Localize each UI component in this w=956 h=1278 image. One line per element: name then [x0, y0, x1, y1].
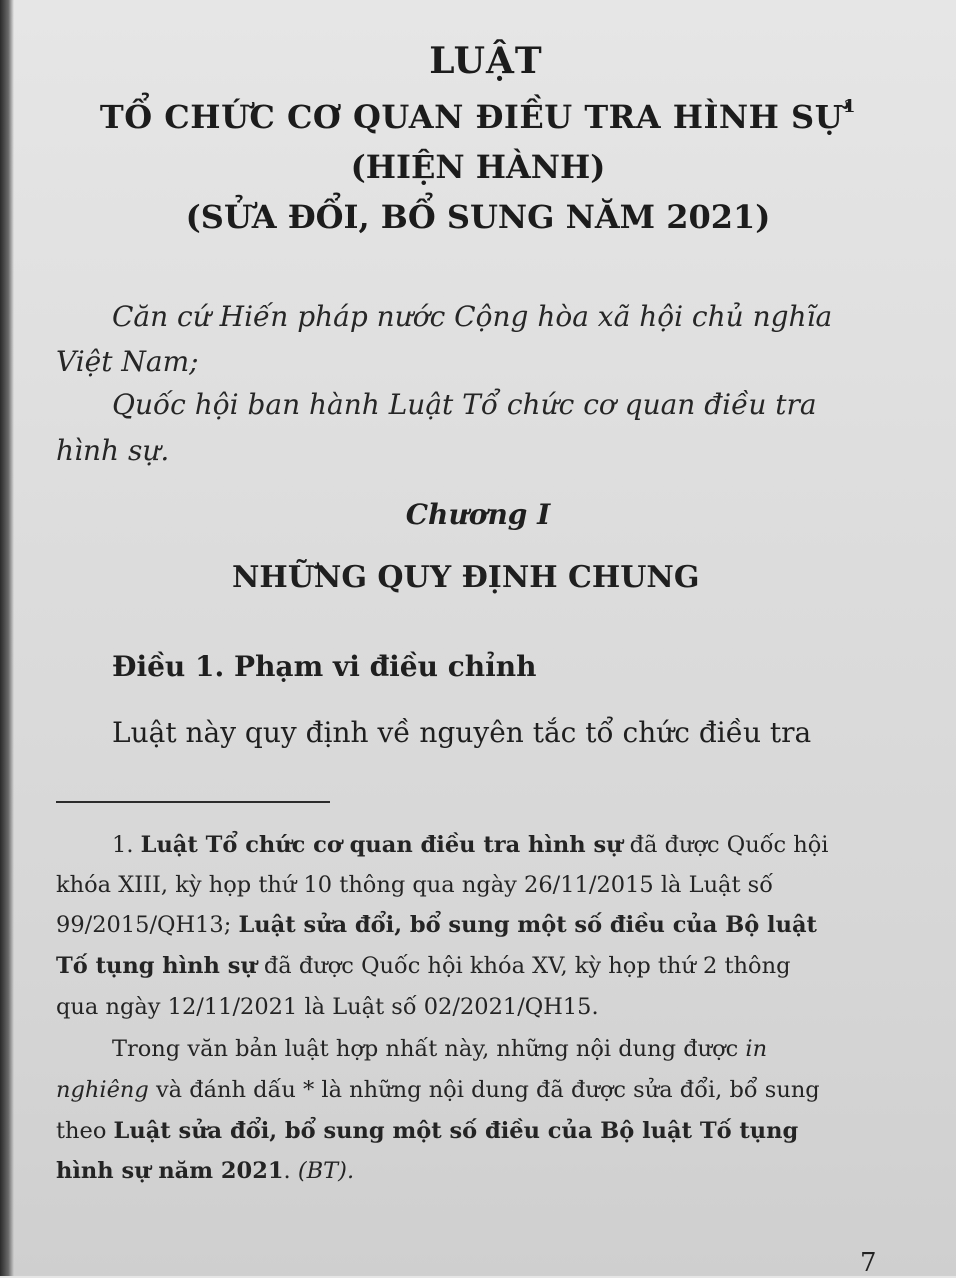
footnote-bold: Luật sửa đổi, bổ sung một số điều của Bộ luật [238, 912, 817, 938]
footnote-marker: 1 [843, 96, 857, 117]
article-body-line: Luật này quy định về nguyên tắc tổ chức điều tra [112, 716, 812, 749]
footnote-italic: (BT). [297, 1158, 355, 1184]
footnote-text: 1. [112, 832, 141, 858]
footnote-separator [56, 801, 330, 803]
footnote-line: qua ngày 12/11/2021 là Luật số 02/2021/QH15. [56, 994, 599, 1020]
footnote-line [56, 1077, 820, 1103]
page-edge-shadow [0, 0, 14, 1276]
footnote-line [112, 1036, 767, 1062]
footnote-line [56, 1118, 798, 1144]
footnote-text: Trong văn bản luật hợp nhất này, những nội dung được [112, 1036, 746, 1062]
article-heading: Điều 1. Phạm vi điều chỉnh [112, 650, 537, 683]
footnote-text: 99/2015/QH13; [56, 912, 239, 938]
preamble-line: hình sự. [56, 434, 170, 467]
footnote-text: và đánh dấu * là những nội dung đã được sửa đổi, bổ sung [148, 1077, 820, 1103]
footnote-bold: hình sự năm 2021 [56, 1158, 284, 1184]
preamble-line: Việt Nam; [56, 345, 199, 378]
footnote-bold: Luật Tổ chức cơ quan điều tra hình sự [140, 832, 623, 858]
footnote-text: . [283, 1158, 298, 1184]
footnote-line [56, 912, 817, 938]
footnote-line [56, 1158, 354, 1184]
footnote-line [56, 953, 791, 979]
footnote-text: đã được Quốc hội [622, 832, 829, 858]
law-title-status: (HIỆN HÀNH) [350, 148, 606, 186]
footnote-italic: in [745, 1036, 768, 1062]
footnote-bold: Luật sửa đổi, bổ sung một số điều của Bộ luật Tố tụng [113, 1118, 799, 1144]
footnote-text: theo [56, 1118, 114, 1144]
page-number: 7 [860, 1248, 877, 1278]
preamble-line: Quốc hội ban hành Luật Tổ chức cơ quan điều tra [112, 388, 817, 421]
law-title-amendment: (SỬA ĐỔI, BỔ SUNG NĂM 2021) [185, 198, 771, 236]
preamble-line: Căn cứ Hiến pháp nước Cộng hòa xã hội chủ nghĩa [112, 300, 833, 333]
law-title-word: LUẬT [429, 40, 543, 82]
chapter-title: NHỮNG QUY ĐỊNH CHUNG [232, 560, 700, 595]
law-title-name-text: TỔ CHỨC CƠ QUAN ĐIỀU TRA HÌNH SỰ [99, 98, 844, 136]
footnote-bold: Tố tụng hình sự [56, 953, 257, 979]
footnote-text: đã được Quốc hội khóa XV, kỳ họp thứ 2 thông [256, 953, 791, 979]
footnote-line [112, 832, 829, 858]
law-title-name [0, 98, 956, 136]
footnote-line: khóa XIII, kỳ họp thứ 10 thông qua ngày 26/11/2015 là Luật số [56, 872, 773, 898]
chapter-label: Chương I [405, 498, 551, 531]
footnote-italic: nghiêng [56, 1077, 149, 1103]
